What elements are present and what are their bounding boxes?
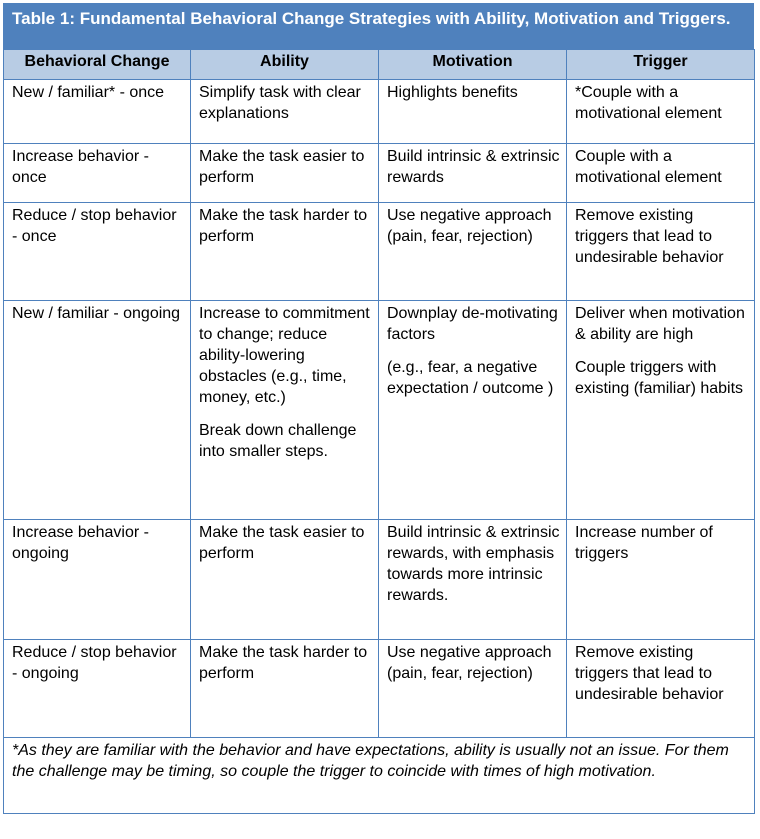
cell-change — [4, 301, 191, 520]
cell-text: (e.g., fear, a negative expectation / outcome ) — [387, 359, 554, 397]
cell-text: Remove existing triggers that lead to undesirable behavior — [575, 207, 724, 266]
cell-motivation — [379, 203, 567, 301]
header-motivation: Motivation — [379, 50, 567, 80]
table-row — [4, 301, 755, 520]
table-row — [4, 80, 755, 144]
table-row — [4, 144, 755, 203]
cell-text: Increase number of triggers — [575, 524, 713, 562]
cell-motivation — [379, 640, 567, 738]
strategies-table — [3, 49, 755, 814]
cell-trigger — [567, 144, 755, 203]
cell-ability — [191, 301, 379, 520]
cell-change — [4, 80, 191, 144]
cell-text: Increase behavior - ongoing — [12, 524, 149, 562]
cell-text: Reduce / stop behavior - once — [12, 207, 177, 245]
footnote: *As they are familiar with the behavior and have expectations, ability is usually not an issue. For them the challenge may be timing, so couple the trigger to coincide with times of high motivation. — [4, 738, 755, 814]
table-row — [4, 640, 755, 738]
cell-trigger — [567, 203, 755, 301]
cell-change — [4, 203, 191, 301]
cell-trigger — [567, 640, 755, 738]
cell-text: Make the task harder to perform — [199, 207, 368, 245]
cell-text: Build intrinsic & extrinsic rewards — [387, 148, 560, 186]
cell-text: Make the task easier to perform — [199, 148, 365, 186]
cell-text: Use negative approach (pain, fear, rejection) — [387, 644, 552, 682]
cell-change — [4, 144, 191, 203]
cell-text: New / familiar - ongoing — [12, 305, 181, 322]
cell-text: Reduce / stop behavior - ongoing — [12, 644, 177, 682]
header-ability: Ability — [191, 50, 379, 80]
cell-trigger — [567, 80, 755, 144]
header-behavioral-change: Behavioral Change — [4, 50, 191, 80]
cell-ability — [191, 203, 379, 301]
cell-trigger — [567, 520, 755, 640]
cell-text: Couple triggers with existing (familiar) habits — [575, 359, 744, 397]
cell-text: Increase to commitment to change; reduce ability-lowering obstacles (e.g., time, money, etc.) — [199, 305, 370, 406]
cell-text: Increase behavior - once — [12, 148, 149, 186]
cell-text: Build intrinsic & extrinsic rewards, with emphasis towards more intrinsic rewards. — [387, 524, 560, 604]
cell-text: Deliver when motivation & ability are high — [575, 305, 745, 343]
cell-change — [4, 640, 191, 738]
cell-text: *Couple with a motivational element — [575, 84, 722, 122]
cell-ability — [191, 640, 379, 738]
cell-text: Break down challenge into smaller steps. — [199, 422, 357, 460]
cell-text: Use negative approach (pain, fear, rejection) — [387, 207, 552, 245]
strategies-table-container — [3, 3, 754, 814]
table-title: Table 1: Fundamental Behavioral Change Strategies with Ability, Motivation and Triggers. — [3, 3, 754, 49]
cell-motivation — [379, 80, 567, 144]
cell-text: Make the task harder to perform — [199, 644, 368, 682]
cell-motivation — [379, 144, 567, 203]
cell-text: Highlights benefits — [387, 84, 518, 101]
table-row — [4, 203, 755, 301]
cell-text: Downplay de-motivating factors — [387, 305, 558, 343]
cell-motivation — [379, 301, 567, 520]
cell-text: Remove existing triggers that lead to undesirable behavior — [575, 644, 724, 703]
cell-text: Simplify task with clear explanations — [199, 84, 361, 122]
cell-text: Make the task easier to perform — [199, 524, 365, 562]
cell-trigger — [567, 301, 755, 520]
table-row — [4, 520, 755, 640]
cell-motivation — [379, 520, 567, 640]
cell-ability — [191, 144, 379, 203]
header-trigger: Trigger — [567, 50, 755, 80]
cell-change — [4, 520, 191, 640]
header-row — [4, 50, 755, 80]
cell-ability — [191, 520, 379, 640]
cell-text: New / familiar* - once — [12, 84, 165, 101]
cell-ability — [191, 80, 379, 144]
cell-text: Couple with a motivational element — [575, 148, 722, 186]
footnote-row — [4, 738, 755, 814]
